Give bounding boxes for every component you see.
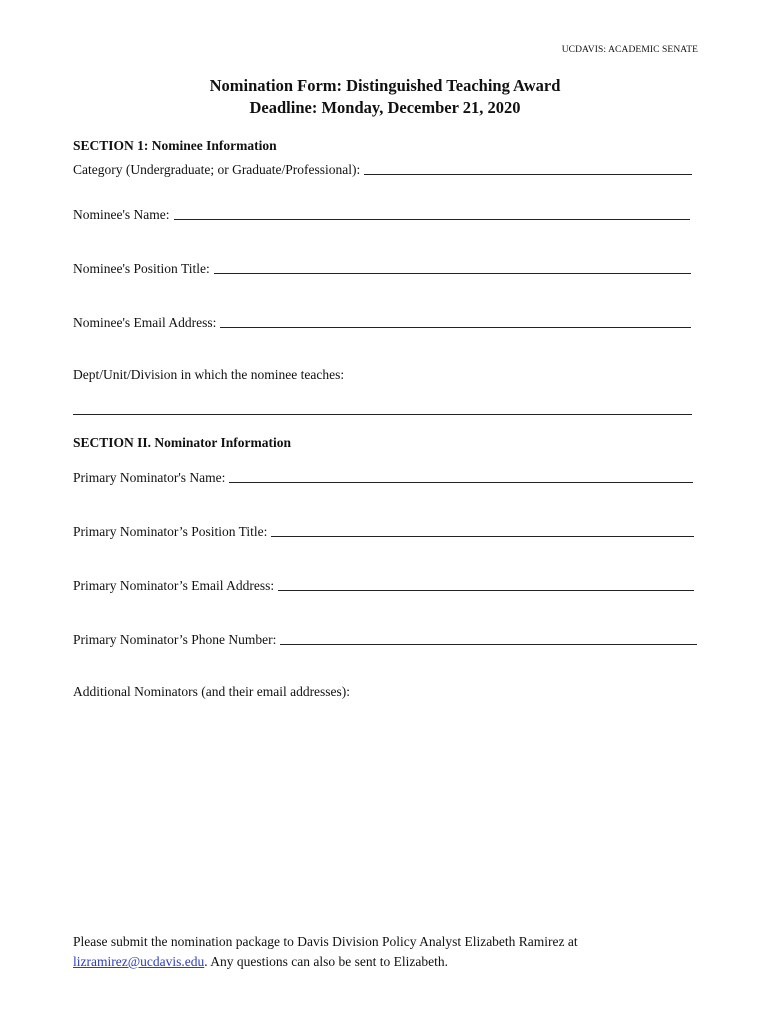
category-blank-line[interactable] [364,174,692,175]
nominee-position-field[interactable] [73,257,691,277]
nominator-position-field[interactable] [73,520,694,540]
nominator-name-label: Primary Nominator's Name: [73,470,226,485]
nominee-name-field[interactable] [73,203,690,223]
organization-header: UCDAVIS: ACADEMIC SENATE [561,45,698,55]
nominee-dept-blank-line[interactable] [73,414,692,415]
nominee-position-label: Nominee's Position Title: [73,261,210,276]
submission-note [73,932,693,971]
section-2-heading: SECTION II. Nominator Information [73,435,292,450]
contact-email-link[interactable]: lizramirez@ucdavis.edu [73,953,205,969]
nominator-name-blank-line[interactable] [229,482,693,483]
nominee-email-label: Nominee's Email Address: [73,315,217,330]
nominator-phone-blank-line[interactable] [280,644,697,645]
nominee-name-blank-line[interactable] [174,219,690,220]
category-field[interactable] [73,158,692,178]
nominator-phone-label: Primary Nominator’s Phone Number: [73,632,277,647]
nominee-name-label: Nominee's Name: [73,207,170,222]
submission-note-text: Please submit the nomination package to Davis Division Policy Analyst Elizabeth Ramirez at [73,934,578,949]
submission-note-tail: . Any questions can also be sent to Elizabeth. [204,953,448,969]
nominator-phone-field[interactable] [73,628,697,648]
additional-nominators-label: Additional Nominators (and their email addresses): [73,684,351,699]
nominator-email-label: Primary Nominator’s Email Address: [73,578,275,593]
nominator-email-blank-line[interactable] [278,590,694,591]
nominator-email-field[interactable] [73,574,694,594]
form-title: Nomination Form: Distinguished Teaching Award [209,76,561,95]
deadline-title: Deadline: Monday, December 21, 2020 [249,98,521,117]
nominee-email-blank-line[interactable] [220,327,691,328]
section-1-heading: SECTION 1: Nominee Information [73,138,277,153]
nominator-name-field[interactable] [73,466,693,486]
nominator-position-label: Primary Nominator’s Position Title: [73,524,268,539]
nominee-email-field[interactable] [73,311,691,331]
nominee-position-blank-line[interactable] [214,273,691,274]
nominee-dept-label: Dept/Unit/Division in which the nominee teaches: [73,367,345,382]
category-label: Category (Undergraduate; or Graduate/Professional): [73,162,361,177]
nominator-position-blank-line[interactable] [271,536,694,537]
